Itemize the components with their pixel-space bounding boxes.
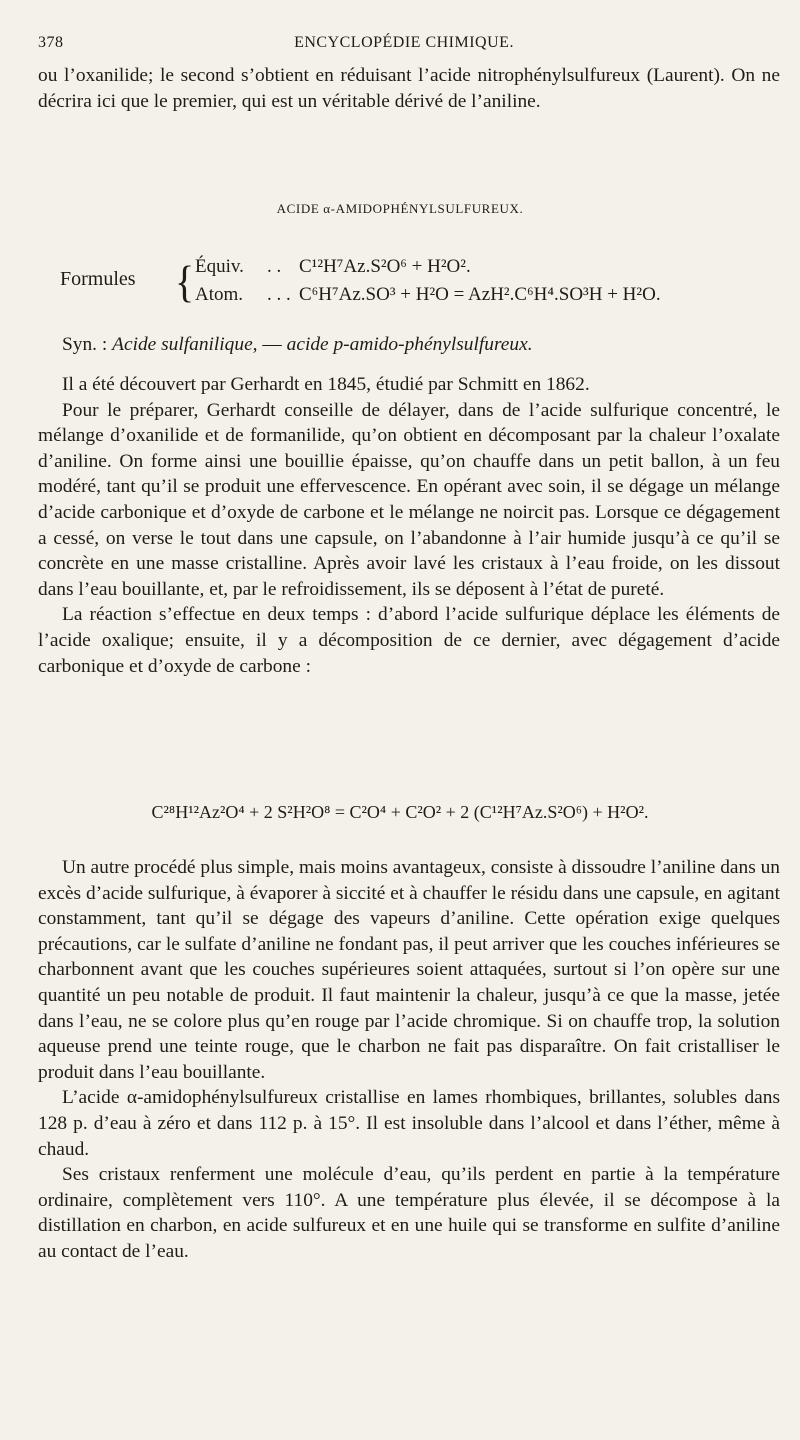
section-title: ACIDE α-AMIDOPHÉNYLSULFUREUX. xyxy=(276,201,524,216)
formula-block xyxy=(60,254,760,314)
paragraph: Un autre procédé plus simple, mais moins avantageux, consiste à dissoudre l’aniline dans un excès d’acide sulfurique, à évaporer à siccité et à chauffer le résidu dans une capsule, en agitant constamment, tant qu’il se dégage des vapeurs d’aniline. Cette opération exige quelques précautions, car le sulfate d’aniline ne fondant pas, il peut arriver que les couches inférieures se charbonnent avant que les couches supérieures soient attaquées, surtout si l’on opère sur une quantité un peu notable de produit. Il faut maintenir la chaleur, jusqu’à ce que la masse, jetée dans l’eau, ne se colore plus qu’en rouge par l’acide chromique. Si on chauffe trop, la solution aqueuse prend une teinte rouge, que le charbon ne fait pas disparaître. On fait cristalliser le produit dans l’eau bouillante. xyxy=(38,857,780,1083)
formula-expression: C⁶H⁷Az.SO³ + H²O = AzH².C⁶H⁴.SO³H + H²O. xyxy=(299,284,661,305)
paragraph: Il a été découvert par Gerhardt en 1845, étudié par Schmitt en 1862. xyxy=(62,374,590,395)
intro-paragraph xyxy=(38,63,780,114)
formula-expression: C¹²H⁷Az.S²O⁶ + H²O². xyxy=(299,256,471,277)
paragraph: L’acide α-amidophénylsulfureux cristallise en lames rhombiques, brillantes, solubles dans 128 p. d’eau à zéro et dans 112 p. à 15°. Il est insoluble dans l’alcool et dans l’éther, même à chaud. xyxy=(38,1087,780,1160)
paragraph: Ses cristaux renferment une molécule d’eau, qu’ils perdent en partie à la température ordinaire, complètement vers 110°. A une température plus élevée, il se décompose à la distillation en charbon, en acide sulfureux et en une huile qui se transforme en sulfite d’aniline au contact de l’eau. xyxy=(38,1164,780,1262)
paragraph: Pour le préparer, Gerhardt conseille de délayer, dans de l’acide sulfurique concentré, le mélange d’oxanilide et de formanilide, qu’on obtient en décomposant par la chaleur l’oxalate d’aniline. On forme ainsi une bouillie épaisse, qu’on chauffe dans un petit ballon, à un feu modéré, tant qu’il se produit une effervescence. En opérant avec soin, il se dégage un mélange d’acide carbonique et d’oxyde de carbone et le mélange ne noircit pas. Lorsque ce dégagement a cessé, on verse le tout dans une capsule, on l’abandonne à l’air humide jusqu’à ce qu’il se concrète en une masse cristalline. Après avoir lavé les cristaux à l’eau froide, on les dissout dans l’eau bouillante, et, par le refroidissement, ils se déposent à l’état de pureté. xyxy=(38,399,780,600)
formula-type: Équiv. xyxy=(195,256,244,277)
body-section-a xyxy=(38,372,780,679)
formula-dots: . . xyxy=(267,256,282,277)
page-number: 378 xyxy=(38,34,64,51)
synonyms-prefix: Syn. : xyxy=(62,334,108,355)
formula-label: Formules xyxy=(60,268,136,290)
paragraph: La réaction s’effectue en deux temps : d’abord l’acide sulfurique déplace les éléments de l’acide oxalique; ensuite, il y a décomposition de ce dernier, avec dégagement d’acide carbonique et d’oxyde de carbone : xyxy=(38,604,780,677)
page-header xyxy=(38,30,770,58)
body-section-b xyxy=(38,855,780,1265)
reaction-equation: C²⁸H¹²Az²O⁴ + 2 S²H²O⁸ = C²O⁴ + C²O² + 2 (C¹²H⁷Az.S²O⁶) + H²O². xyxy=(151,802,649,822)
formula-row-equiv xyxy=(195,256,471,278)
formula-row-atom xyxy=(195,284,661,306)
synonyms-line xyxy=(62,334,782,356)
formula-dots: . . . xyxy=(267,284,291,305)
synonym-name: Acide sulfanilique, xyxy=(112,334,258,355)
running-title: ENCYCLOPÉDIE CHIMIQUE. xyxy=(294,34,514,51)
intro-text: ou l’oxanilide; le second s’obtient en réduisant l’acide nitrophénylsulfureux (Laurent). On ne décrira ici que le premier, qui est un véritable dérivé de l’aniline. xyxy=(38,65,780,112)
brace-glyph: { xyxy=(175,256,195,307)
synonym-name: acide p-amido-phénylsulfureux. xyxy=(286,334,533,355)
synonym-dash: — xyxy=(262,334,282,355)
formula-type: Atom. xyxy=(195,284,244,305)
